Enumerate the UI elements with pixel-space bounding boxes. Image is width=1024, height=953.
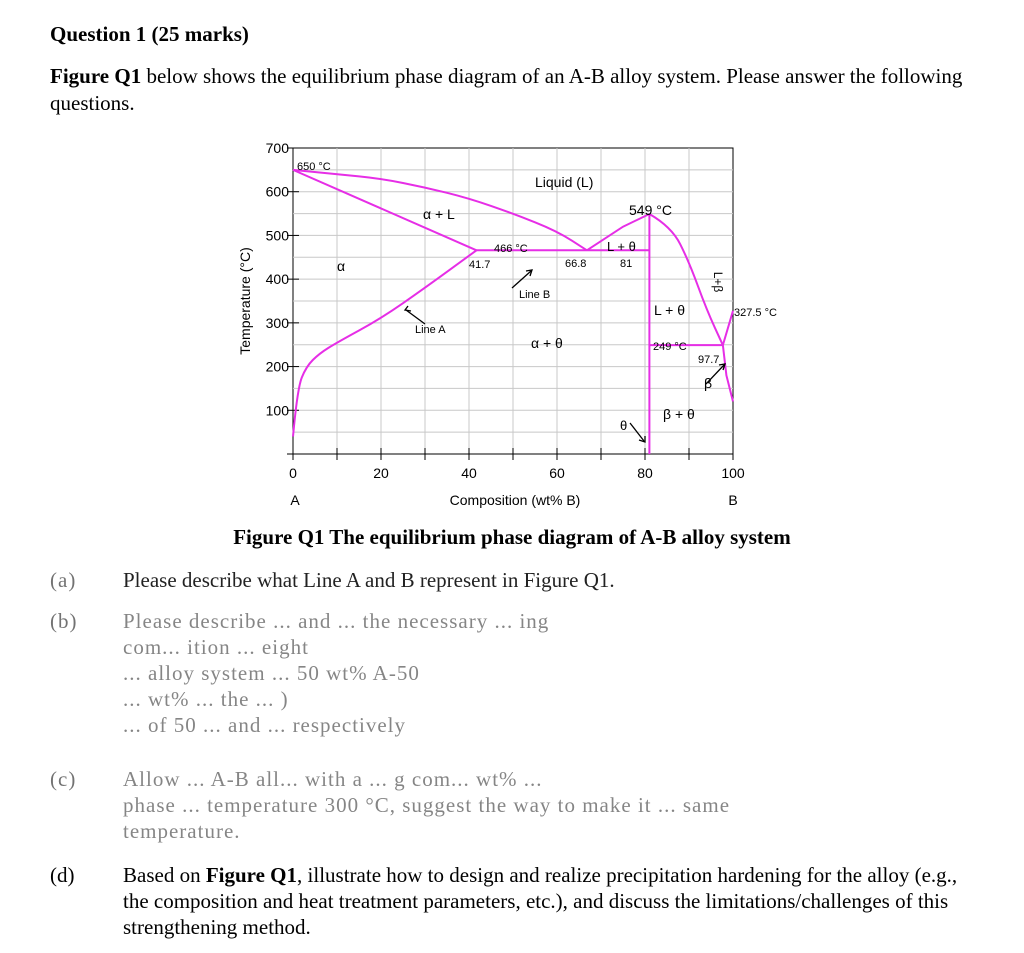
label-97-7: 97.7: [698, 354, 720, 366]
question-d-text: [123, 862, 980, 940]
label-466c: 466 °C: [494, 243, 528, 255]
label-l-theta: L + θ: [654, 302, 686, 318]
label-l-plus-beta: L+β: [711, 271, 725, 293]
intro-figure-ref: Figure Q1: [50, 64, 142, 88]
question-b-label: (b): [50, 609, 78, 633]
label-650c: 650 °C: [297, 161, 331, 173]
label-liquid: Liquid (L): [535, 174, 594, 190]
label-line-a: Line A: [415, 324, 446, 336]
question-d-pre: Based on: [123, 863, 206, 887]
phase-boundary-line: [293, 250, 476, 436]
question-heading: Question 1 (25 marks): [50, 22, 249, 46]
x-axis-label: Composition (wt% B): [449, 492, 581, 508]
question-b-line-5: ... of 50 ... and ... respectively: [123, 713, 407, 737]
y-tick-label: 600: [265, 183, 289, 200]
label-l-theta-top: L + θ: [607, 239, 636, 254]
question-a-text: Please describe what Line A and B represent in Figure Q1.: [123, 568, 615, 592]
x-tick-labels: [289, 465, 745, 481]
question-d-figure-ref: Figure Q1: [205, 863, 298, 887]
question-d: [50, 862, 980, 940]
x-tick-label: 80: [637, 465, 653, 481]
question-c-label: (c): [50, 767, 77, 791]
x-tick-label: 100: [721, 465, 745, 481]
question-b: [50, 608, 980, 738]
label-beta-theta: β + θ: [663, 406, 695, 422]
question-d-rest: , illustrate how to design and realize precipitation hardening for the alloy (e.g., the composition and heat treatment parameters, etc.), and discuss the limitations/challenges of this strengthening method.: [123, 863, 958, 939]
phase-boundary-line: [723, 345, 733, 401]
question-c-line-1: Allow ... A-B all... with a ... g com... wt% ...: [123, 767, 543, 791]
question-a: [50, 567, 980, 593]
label-alpha-theta: α + θ: [531, 335, 563, 351]
label-66-8: 66.8: [565, 258, 587, 270]
question-c-line-3: temperature.: [123, 819, 241, 843]
label-41-7: 41.7: [469, 259, 491, 271]
arrow-line-a-head: [405, 306, 411, 311]
phase-boundary-line: [723, 311, 733, 345]
figure-caption: Figure Q1 The equilibrium phase diagram of A-B alloy system: [233, 525, 791, 549]
question-b-line-2: com... ition ... eight: [123, 635, 309, 659]
label-beta: β: [704, 375, 713, 391]
arrow-line-a: [406, 310, 425, 324]
y-tick-label: 300: [265, 314, 289, 331]
question-b-line-1: Please describe ... and ... the necessary ... ing: [123, 609, 550, 633]
question-a-label: (a): [50, 568, 77, 592]
x-tick-label: 60: [549, 465, 565, 481]
question-b-line-3: ... alloy system ... 50 wt% A-50: [123, 661, 420, 685]
y-tick-label: 500: [265, 227, 289, 244]
label-alpha-l: α + L: [423, 206, 455, 222]
x-tick-label: 20: [373, 465, 389, 481]
y-tick-label: 200: [265, 358, 289, 375]
question-b-line-4: ... wt% ... the ... ): [123, 687, 289, 711]
question-c: [50, 766, 980, 844]
label-alpha: α: [337, 258, 346, 274]
question-d-label: (d): [50, 863, 75, 887]
label-theta: θ: [620, 418, 628, 433]
y-tick-label: 100: [265, 402, 289, 419]
label-549c: 549 °C: [629, 202, 672, 218]
x-end-label-b: B: [728, 492, 738, 508]
x-tick-label: 0: [289, 465, 297, 481]
label-249c: 249 °C: [653, 341, 687, 353]
intro-text: below shows the equilibrium phase diagram of an A-B alloy system. Please answer the following questions.: [50, 64, 963, 115]
question-intro: [50, 63, 980, 117]
y-tick-labels: [266, 140, 290, 418]
y-axis-label: Temperature (°C): [237, 247, 253, 355]
y-tick-label: 700: [265, 140, 289, 156]
phase-diagram: [230, 138, 790, 518]
x-tick-label: 40: [461, 465, 477, 481]
label-line-b: Line B: [519, 289, 551, 301]
y-tick-label: 400: [265, 271, 289, 288]
label-81: 81: [620, 258, 633, 270]
x-end-label-a: A: [290, 492, 300, 508]
question-c-line-2: phase ... temperature 300 °C, suggest the way to make it ... same: [123, 793, 731, 817]
label-327-5c: 327.5 °C: [734, 307, 777, 319]
